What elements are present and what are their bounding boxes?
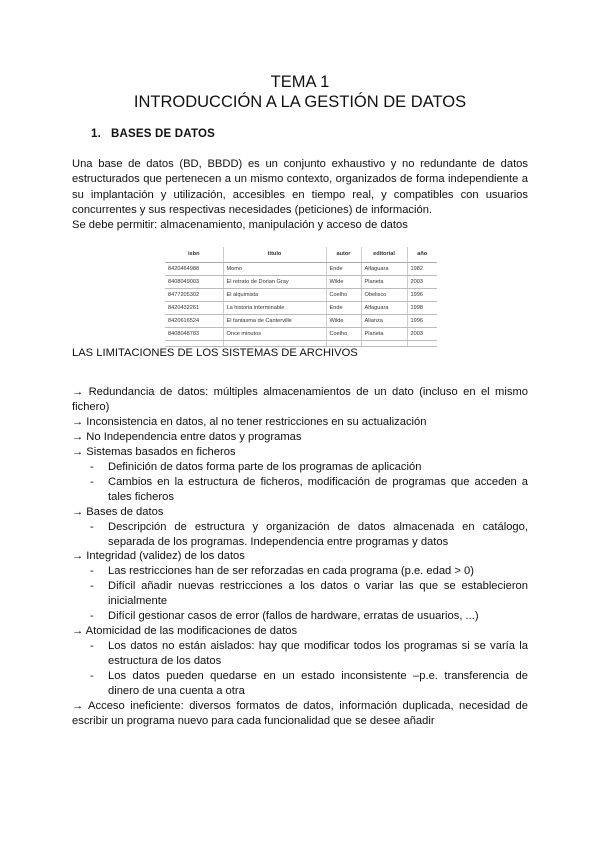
table-cell-empty: [407, 340, 437, 346]
sub-list-item: [72, 475, 528, 505]
table-cell: 2003: [407, 275, 437, 288]
sub-list-item-text: Los datos pueden quedarse en un estado inconsistente –p.e. transferencia de dinero de una cuenta a otra: [108, 670, 528, 698]
sub-list-item: [72, 564, 528, 579]
table-header-ano: año: [407, 247, 437, 262]
table-cell: Ende: [326, 262, 361, 275]
table-row: [165, 314, 437, 327]
table-cell-empty: [361, 340, 407, 346]
table-row-empty: [165, 340, 437, 346]
table-cell: Ende: [326, 301, 361, 314]
table-cell: Once minutos: [223, 327, 326, 340]
document-title-line1: TEMA 1: [270, 73, 330, 91]
books-table: [165, 247, 437, 347]
table-cell: Alianza: [361, 314, 407, 327]
table-cell: Momo: [223, 262, 326, 275]
bullet-dash: -: [90, 580, 94, 593]
sub-list-item-text: Cambios en la estructura de ficheros, modificación de programas que acceden a tales ficheros: [108, 475, 528, 503]
table-cell-empty: [165, 340, 223, 346]
table-cell: 1998: [407, 301, 437, 314]
list-item: → Inconsistencia en datos, al no tener restricciones en su actualización: [72, 415, 427, 428]
sub-list-item: [72, 520, 528, 550]
table-cell: Alfaguara: [361, 262, 407, 275]
table-cell: 1996: [407, 314, 437, 327]
intro-line2: Se debe permitir: almacenamiento, manipulación y acceso de datos: [72, 219, 408, 232]
bullet-dash: -: [90, 520, 94, 533]
table-header-isbn: isbn: [165, 247, 223, 262]
table-cell: 8477205302: [165, 288, 223, 301]
table-cell: El alquimista: [223, 288, 326, 301]
bullet-dash: -: [90, 565, 94, 578]
limitations-list: [72, 385, 528, 729]
table-row: [165, 288, 437, 301]
sub-list-item-text: Difícil gestionar casos de error (fallos de hardware, erratas de usuarios, ...): [108, 610, 479, 623]
list-item: → No Independencia entre datos y programas: [72, 430, 302, 443]
bullet-dash: -: [90, 460, 94, 473]
list-item: → Atomicidad de las modificaciones de datos: [72, 625, 298, 638]
list-item: → Sistemas basados en ficheros: [72, 445, 236, 458]
table-cell: El fantasma de Canterville: [223, 314, 326, 327]
table-cell: Planeta: [361, 275, 407, 288]
list-item: → Redundancia de datos: múltiples almacenamientos de un dato (incluso en el mismo fichero): [72, 386, 528, 413]
table-cell: Coelho: [326, 288, 361, 301]
table-cell: Wilde: [326, 275, 361, 288]
table-cell: Alfaguara: [361, 301, 407, 314]
bullet-dash: -: [90, 475, 94, 488]
table-cell: 8420432261: [165, 301, 223, 314]
sub-list-item: [72, 460, 528, 475]
table-cell: 8408048783: [165, 327, 223, 340]
table-body: [165, 262, 437, 346]
table-cell: 8408049003: [165, 275, 223, 288]
table-header-titulo: titulo: [223, 247, 326, 262]
table-cell: El retrato de Dorian Gray: [223, 275, 326, 288]
table-cell: Coelho: [326, 327, 361, 340]
bullet-dash: -: [90, 640, 94, 653]
document-title-line2: INTRODUCCIÓN A LA GESTIÓN DE DATOS: [133, 93, 467, 111]
section-heading: [91, 128, 215, 140]
table-cell: Planeta: [361, 327, 407, 340]
list-item: → Bases de datos: [72, 505, 164, 518]
sub-list-item-text: Definición de datos forma parte de los programas de aplicación: [108, 460, 422, 473]
table-cell: 1982: [407, 262, 437, 275]
books-table-figure: [165, 247, 437, 353]
sub-list-item-text: Descripción de estructura y organización de datos almacenada en catálogo, separada de los programas. Independencia entre programas y datos: [108, 520, 528, 548]
sub-list-item: [72, 669, 528, 699]
table-cell: Obelisco: [361, 288, 407, 301]
bullet-dash: -: [90, 670, 94, 683]
sub-list-item-text: Las restricciones han de ser reforzadas en cada programa (p.e. edad > 0): [108, 565, 474, 578]
table-cell: La historia interminable: [223, 301, 326, 314]
table-cell: Wilde: [326, 314, 361, 327]
section-number: 1.: [91, 128, 101, 140]
table-cell-empty: [223, 340, 326, 346]
sub-list-item-text: Los datos no están aislados: hay que modificar todos los programas si se varía la estructura de los datos: [108, 640, 528, 668]
sub-list-item: [72, 609, 528, 624]
table-cell: 8420616524: [165, 314, 223, 327]
sub-list-item: [72, 579, 528, 609]
table-header-autor: autor: [326, 247, 361, 262]
limitations-heading: LAS LIMITACIONES DE LOS SISTEMAS DE ARCHIVOS: [72, 347, 358, 359]
table-row: [165, 301, 437, 314]
list-item: → Integridad (validez) de los datos: [72, 550, 245, 563]
table-cell: 1996: [407, 288, 437, 301]
table-header-row: [165, 247, 437, 262]
sub-list-item: [72, 639, 528, 669]
table-header-editorial: editorial: [361, 247, 407, 262]
table-row: [165, 262, 437, 275]
table-cell: 2003: [407, 327, 437, 340]
intro-text: [72, 157, 528, 233]
table-cell: 8420464988: [165, 262, 223, 275]
list-item: → Acceso ineficiente: diversos formatos de datos, información duplicada, necesidad de escribir un programa nuevo para cada funcionalidad que se desee añadir: [72, 700, 528, 727]
sub-list-item-text: Difícil añadir nuevas restricciones a los datos o variar las que se establecieron inicialmente: [108, 580, 528, 608]
table-row: [165, 327, 437, 340]
intro-paragraph: Una base de datos (BD, BBDD) es un conjunto exhaustivo y no redundante de datos estructurados que pertenecen a un mismo contexto, organizados de forma independiente a su implantación y utilización, accesibles en tiempo real, y compatibles con usuarios concurrentes y sus respectivas necesidades (peticiones) de información.: [72, 158, 528, 216]
bullet-dash: -: [90, 610, 94, 623]
section-title: BASES DE DATOS: [111, 128, 215, 140]
table-row: [165, 275, 437, 288]
table-cell-empty: [326, 340, 361, 346]
